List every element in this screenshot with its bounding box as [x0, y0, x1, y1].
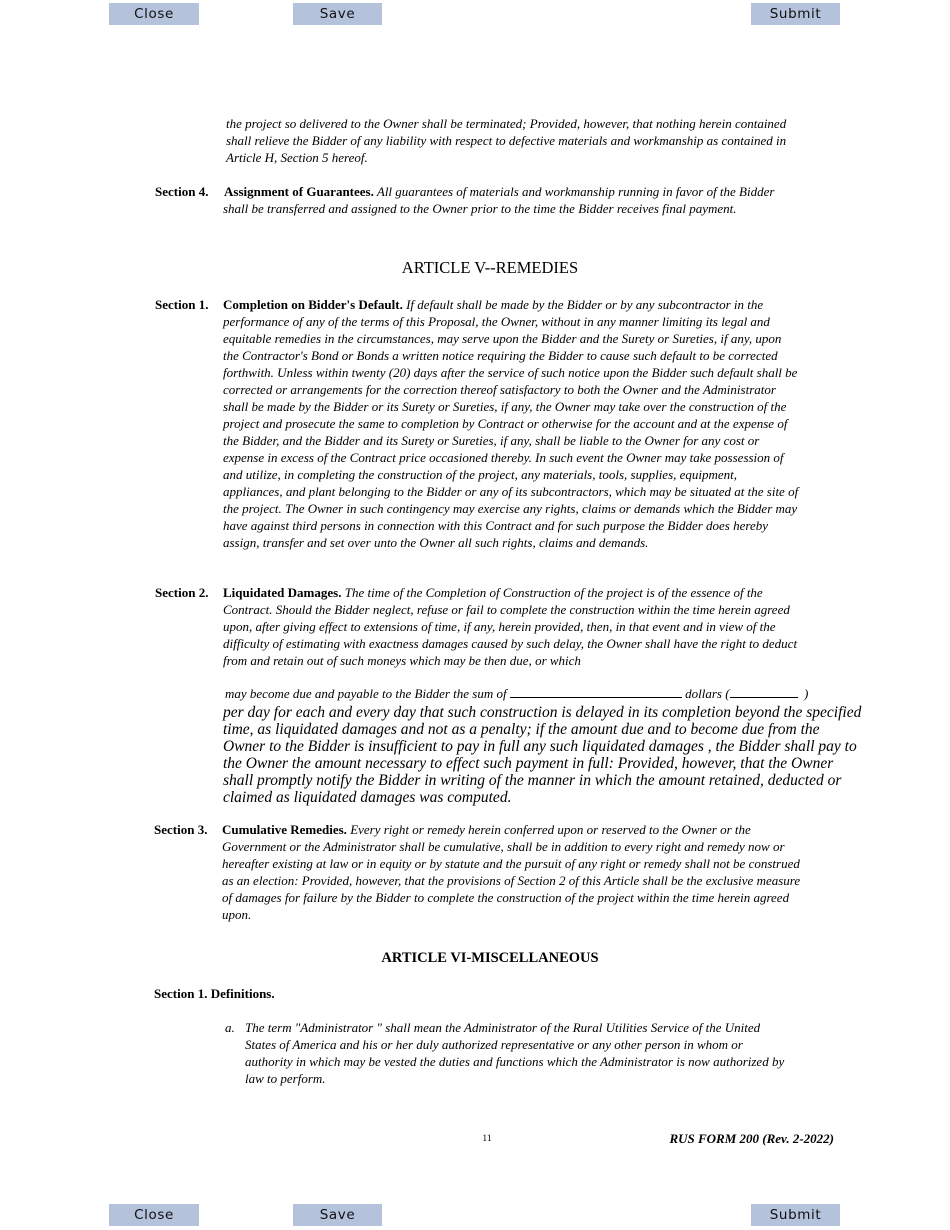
submit-button[interactable]: Submit: [751, 3, 840, 25]
article-heading: ARTICLE V--REMEDIES: [401, 258, 579, 277]
save-button[interactable]: Save: [293, 3, 382, 25]
section-title: Liquidated Damages.: [223, 585, 342, 600]
continuation-line: time, as liquidated damages and not as a penalty; if the amount due and to become due from the: [223, 721, 820, 738]
amount-field[interactable]: [730, 685, 798, 698]
section-title: Completion on Bidder's Default.: [223, 297, 403, 312]
section-text: If default shall be made by the Bidder or by any subcontractor in the performance of any of the terms of this Proposal, the Owner, without in any manner limiting its legal and equitable remedies in the circumstances, may serve upon the Bidder and the Surety or Sureties, if any, upon the Contractor's Bond or Bonds a written notice requiring the Bidder to cause such default to be corrected forthwith. Unless within twenty (20) days after the service of such notice upon the Bidder such default shall be corrected or arrangements for the correction thereof satisfactory to both the Owner and the Administrator shall be made by the Bidder or its Surety or Sureties, if any, the Owner may take over the construction of the project and prosecute the same to completion by Contract or otherwise for the account and at the expense of the Bidder, and the Bidder and its Surety or Sureties, if any, shall be liable to the Owner for any cost or expense in excess of the Contract price occasioned thereby. In such event the Owner may take possession of and utilize, in completing the construction of the project, any materials, tools, supplies, equipment, appliances, and plant belonging to the Bidder or any of its subcontractors, which may be situated at the site of the project. The Owner in such contingency may exercise any rights, claims or demands which the Bidder may have against third persons in connection with this Contract and for such purpose the Bidder does hereby assign, transfer and set over unto the Owner all such rights, claims and demands.: [223, 297, 799, 550]
section-label: Section 2.: [155, 585, 209, 600]
damages-sum-line: [225, 685, 845, 702]
liquidated-damages-section: [223, 584, 805, 669]
submit-button[interactable]: Submit: [751, 1204, 840, 1226]
section-label: Section 4.: [155, 184, 209, 199]
continuation-line: the Owner the amount necessary to effect such payment in full: Provided, however, that the Owner: [223, 755, 834, 772]
sum-field[interactable]: [510, 685, 682, 698]
continuation-line: Owner to the Bidder is insufficient to pay in full any such liquidated damages , the Bidder shall pay to: [223, 738, 857, 755]
close-paren: ): [804, 686, 809, 701]
sum-prefix: may become due and payable to the Bidder the sum of: [225, 686, 507, 701]
save-button[interactable]: Save: [293, 1204, 382, 1226]
section-text: The time of the Completion of Construction of the project is of the essence of the Contract. Should the Bidder neglect, refuse or fail to complete the construction within the time herein agreed upon, after giving effect to extensions of time, if any, herein provided, then, in that event and in view of the difficulty of estimating with exactness damages caused by such delay, the Owner shall have the right to deduct from and retain out of such moneys which may be then due, or which: [223, 585, 798, 668]
intro-paragraph: the project so delivered to the Owner shall be terminated; Provided, however, that nothing herein contained shall relieve the Bidder of any liability with respect to defective materials and workmanship as contained in Article H, Section 5 hereof.: [226, 116, 787, 165]
completion-on-default-section: [223, 296, 799, 551]
section-title: Cumulative Remedies.: [222, 822, 347, 837]
section-title: Assignment of Guarantees.: [224, 184, 374, 199]
article-heading: ARTICLE VI-MISCELLANEOUS: [381, 950, 599, 966]
liquidated-damages-continuation: [223, 704, 883, 806]
close-button[interactable]: Close: [109, 1204, 199, 1226]
continuation-line: shall promptly notify the Bidder in writing of the manner in which the amount retained, deducted or: [223, 772, 842, 789]
close-button[interactable]: Close: [109, 3, 199, 25]
section-label: Section 1.: [155, 297, 209, 312]
definitions-heading: Section 1. Definitions.: [154, 986, 275, 1001]
dollars-label: dollars (: [685, 686, 730, 701]
continuation-line: claimed as liquidated damages was computed.: [223, 789, 512, 806]
assignment-of-guarantees-section: [223, 183, 795, 217]
section-text: All guarantees of materials and workmanship running in favor of the Bidder shall be transferred and assigned to the Owner prior to the time the Bidder receives final payment.: [223, 184, 775, 216]
form-identifier: RUS FORM 200 (Rev. 2-2022): [669, 1131, 834, 1146]
section-text: Every right or remedy herein conferred upon or reserved to the Owner or the Government or the Administrator shall be cumulative, shall be in addition to every right and remedy now or hereafter existing at law or in equity or by statute and the pursuit of any right or remedy shall not be construed as an election: Provided, however, that the provisions of Section 2 of this Article shall be the exclusive measure of damages for failure by the Bidder to complete the construction of the project within the time herein agreed upon.: [222, 822, 801, 922]
continuation-line: per day for each and every day that such construction is delayed in its completion beyond the specified: [223, 704, 862, 721]
list-marker: a.: [225, 1020, 235, 1035]
definition-item-administrator: The term "Administrator " shall mean the Administrator of the Rural Utilities Service of the United States of America and his or her duly authorized representative or any other person in whom or authority in which may be vested the duties and functions which the Administrator is now authorized by law to perform.: [245, 1020, 785, 1086]
cumulative-remedies-section: [222, 821, 802, 923]
section-label: Section 3.: [154, 822, 208, 837]
page-number: 11: [482, 1134, 492, 1144]
